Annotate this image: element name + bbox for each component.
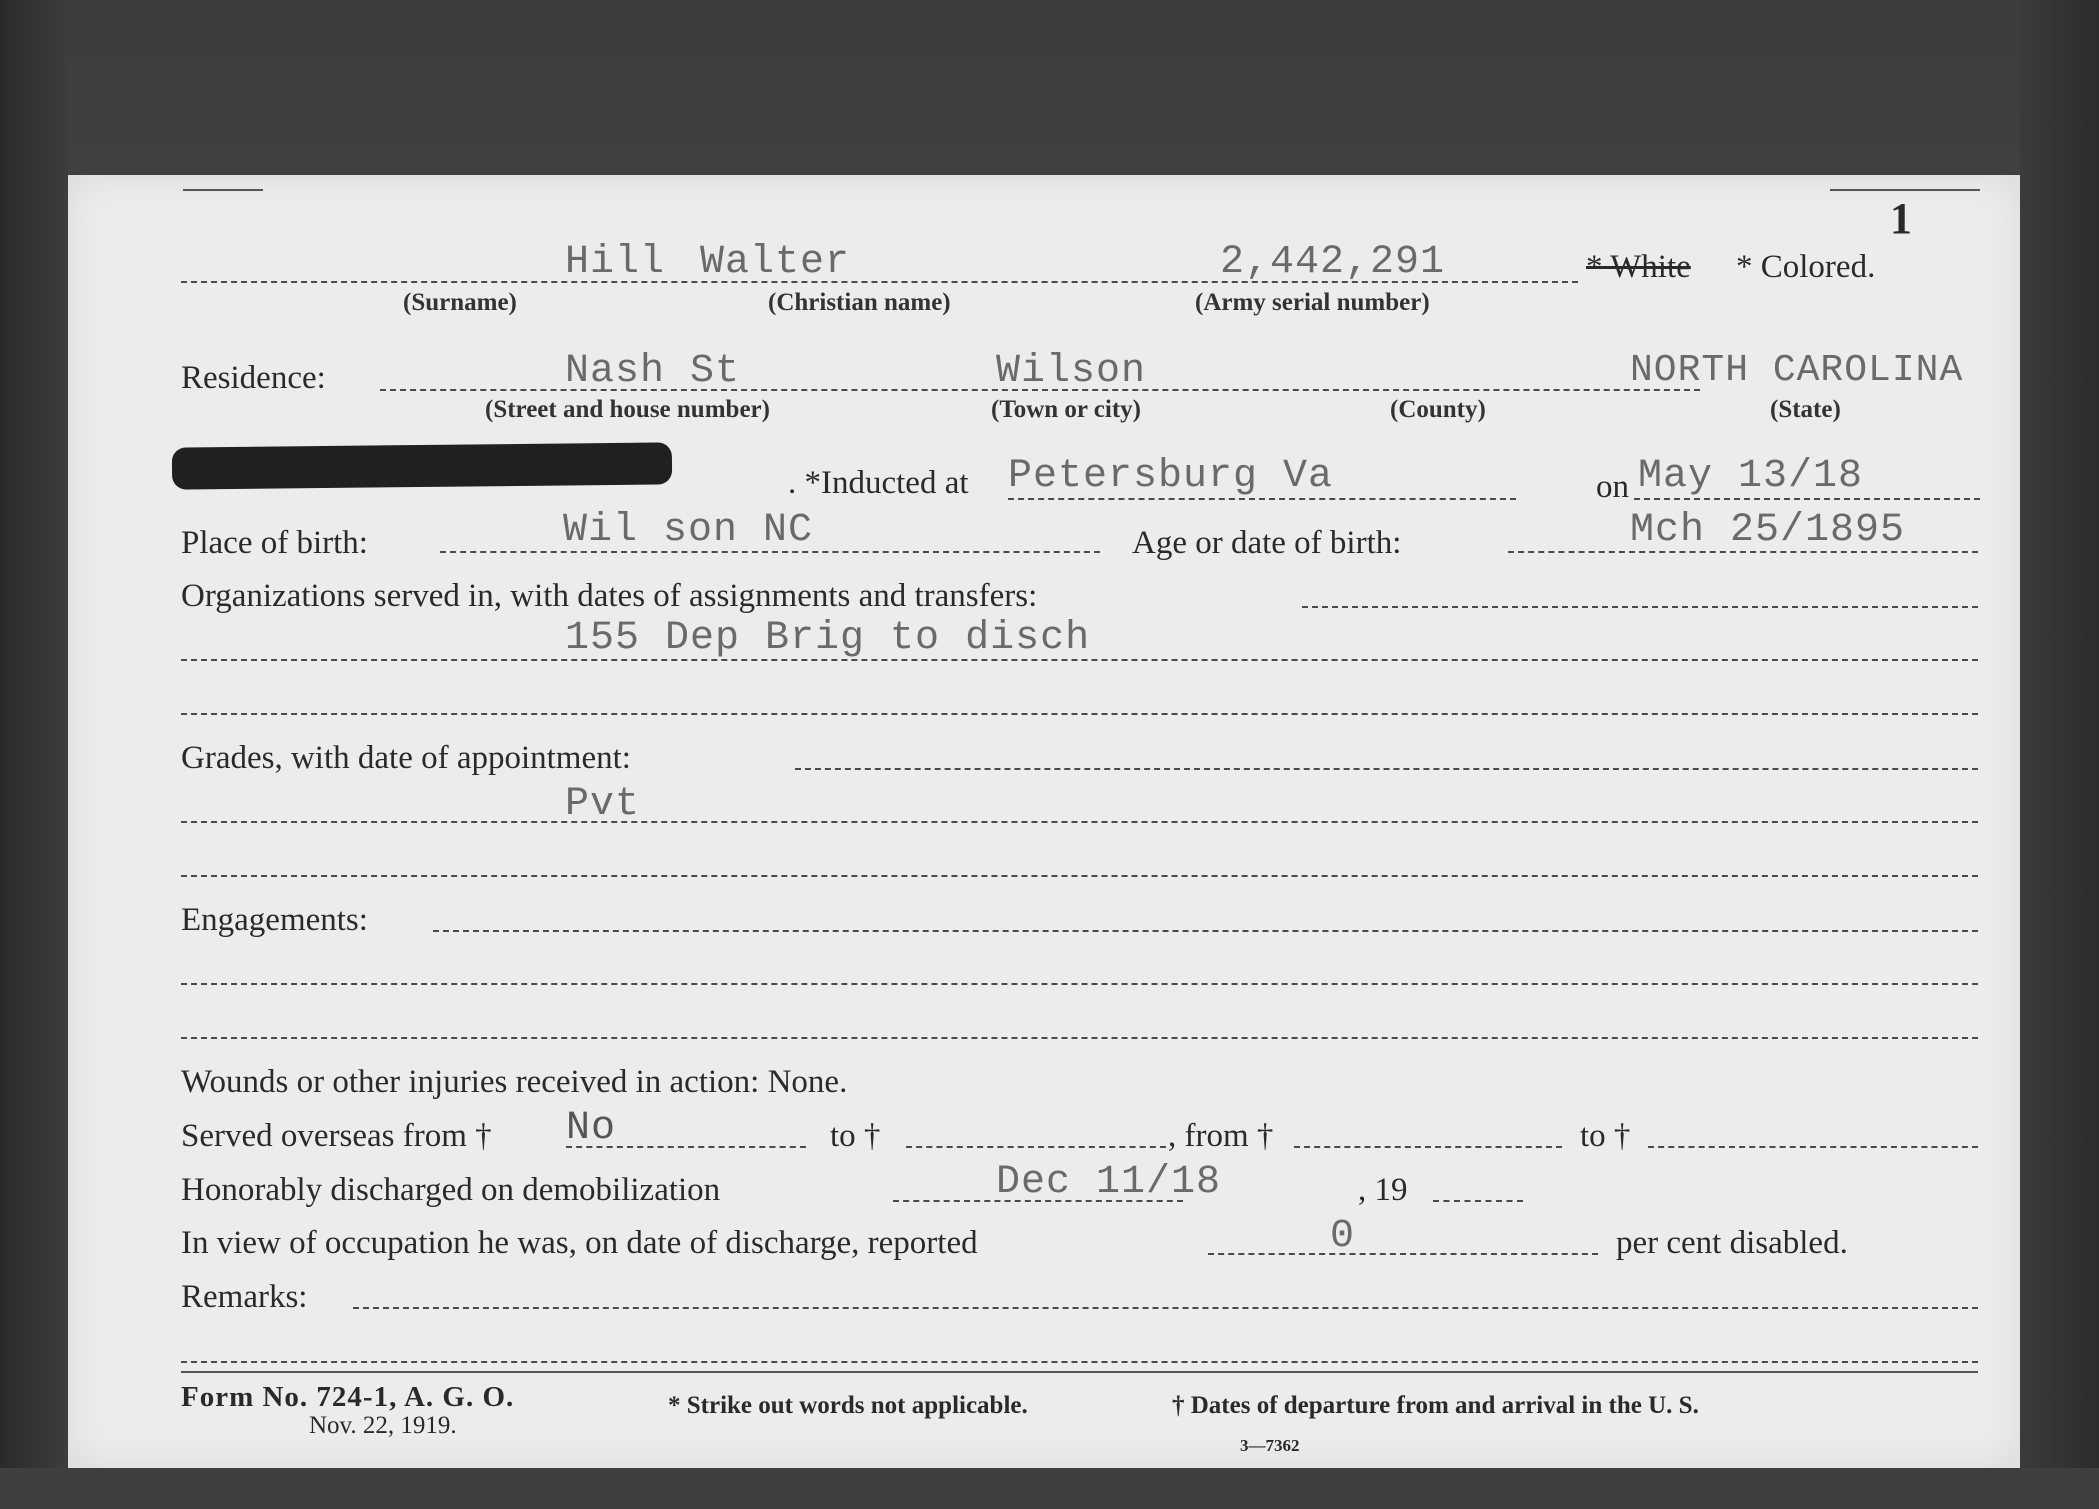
print-code: 3—7362 [1240, 1436, 1300, 1455]
remarks-label: Remarks: [181, 1279, 308, 1315]
grades-line-2 [181, 821, 1978, 823]
serial-caption: (Army serial number) [1195, 289, 1430, 316]
disability-value: 0 [1330, 1214, 1356, 1259]
state-caption: (State) [1770, 396, 1841, 423]
engagements-line-3 [181, 1037, 1978, 1039]
discharge-year-label: , 19 [1358, 1172, 1408, 1208]
discharge-label: Honorably discharged on demobilization [181, 1172, 721, 1208]
town-caption: (Town or city) [991, 396, 1141, 423]
serial-number-value: 2,442,291 [1220, 240, 1446, 285]
grades-line-1 [795, 768, 1978, 770]
surname-caption: (Surname) [403, 289, 517, 316]
place-of-birth-label: Place of birth: [181, 525, 368, 561]
footnote-strike-out: * Strike out words not applicable. [668, 1392, 1028, 1419]
grades-line-3 [181, 875, 1978, 877]
overseas-from-label: , from † [1168, 1118, 1274, 1154]
overseas-to-line [906, 1146, 1166, 1148]
date-of-birth-value: Mch 25/1895 [1630, 508, 1906, 553]
overseas-to-label: to † [830, 1118, 881, 1154]
age-dob-label: Age or date of birth: [1132, 525, 1402, 561]
scan-background-bottom [0, 1468, 2099, 1509]
disability-suffix: per cent disabled. [1616, 1225, 1848, 1261]
organizations-line-2 [181, 659, 1978, 661]
served-overseas-value: No [566, 1106, 617, 1151]
discharge-date-value: Dec 11/18 [996, 1160, 1222, 1205]
overseas-from2-line [1294, 1146, 1562, 1148]
organizations-line-1 [1302, 606, 1978, 608]
overseas-to2-line [1648, 1146, 1978, 1148]
race-colored: * Colored. [1736, 249, 1876, 285]
grades-value: Pvt [565, 782, 641, 827]
scan-background-top [0, 0, 2099, 175]
place-of-birth-value: Wil son NC [563, 508, 814, 553]
on-label: on [1596, 469, 1629, 505]
overseas-to2-label: to † [1580, 1118, 1631, 1154]
engagements-label: Engagements: [181, 902, 368, 938]
street-value: Nash St [565, 349, 741, 394]
christian-name-caption: (Christian name) [768, 289, 951, 316]
inducted-place-value: Petersburg Va [1008, 454, 1334, 499]
remarks-line-2 [181, 1361, 1978, 1363]
wounds-text: Wounds or other injuries received in action: None. [181, 1064, 848, 1100]
disability-label: In view of occupation he was, on date of discharge, reported [181, 1225, 978, 1261]
county-caption: (County) [1390, 396, 1486, 423]
engagements-line-1 [433, 930, 1978, 932]
town-value: Wilson [996, 349, 1147, 394]
race-white-struck: * White [1586, 249, 1691, 285]
christian-name-value: Walter [700, 240, 851, 285]
state-value: NORTH CAROLINA [1630, 349, 1964, 392]
card-number: 1 [1890, 194, 1912, 243]
street-caption: (Street and house number) [485, 396, 770, 423]
scan-background-right [2020, 0, 2099, 1509]
residence-label: Residence: [181, 360, 326, 396]
discharge-year-line [1433, 1200, 1523, 1202]
organizations-label: Organizations served in, with dates of assignments and transfers: [181, 578, 1038, 614]
redaction-mark [172, 442, 672, 489]
organizations-value: 155 Dep Brig to disch [565, 616, 1091, 661]
inducted-at-label: . *Inducted at [788, 465, 969, 501]
form-date: Nov. 22, 1919. [309, 1412, 457, 1439]
top-rule-left [183, 189, 263, 191]
footnote-dates: † Dates of departure from and arrival in the U. S. [1172, 1392, 1699, 1419]
surname-value: Hill [565, 240, 666, 285]
scan-background-left [0, 0, 68, 1509]
remarks-line-1 [353, 1307, 1978, 1309]
organizations-line-3 [181, 713, 1978, 715]
form-number: Form No. 724-1, A. G. O. [181, 1381, 515, 1413]
top-rule-right [1830, 189, 1980, 191]
engagements-line-2 [181, 983, 1978, 985]
service-record-card [68, 175, 2020, 1468]
footer-rule [181, 1371, 1978, 1373]
inducted-date-value: May 13/18 [1638, 454, 1864, 499]
disability-line [1208, 1253, 1598, 1255]
served-overseas-label: Served overseas from † [181, 1118, 492, 1154]
grades-label: Grades, with date of appointment: [181, 740, 631, 776]
